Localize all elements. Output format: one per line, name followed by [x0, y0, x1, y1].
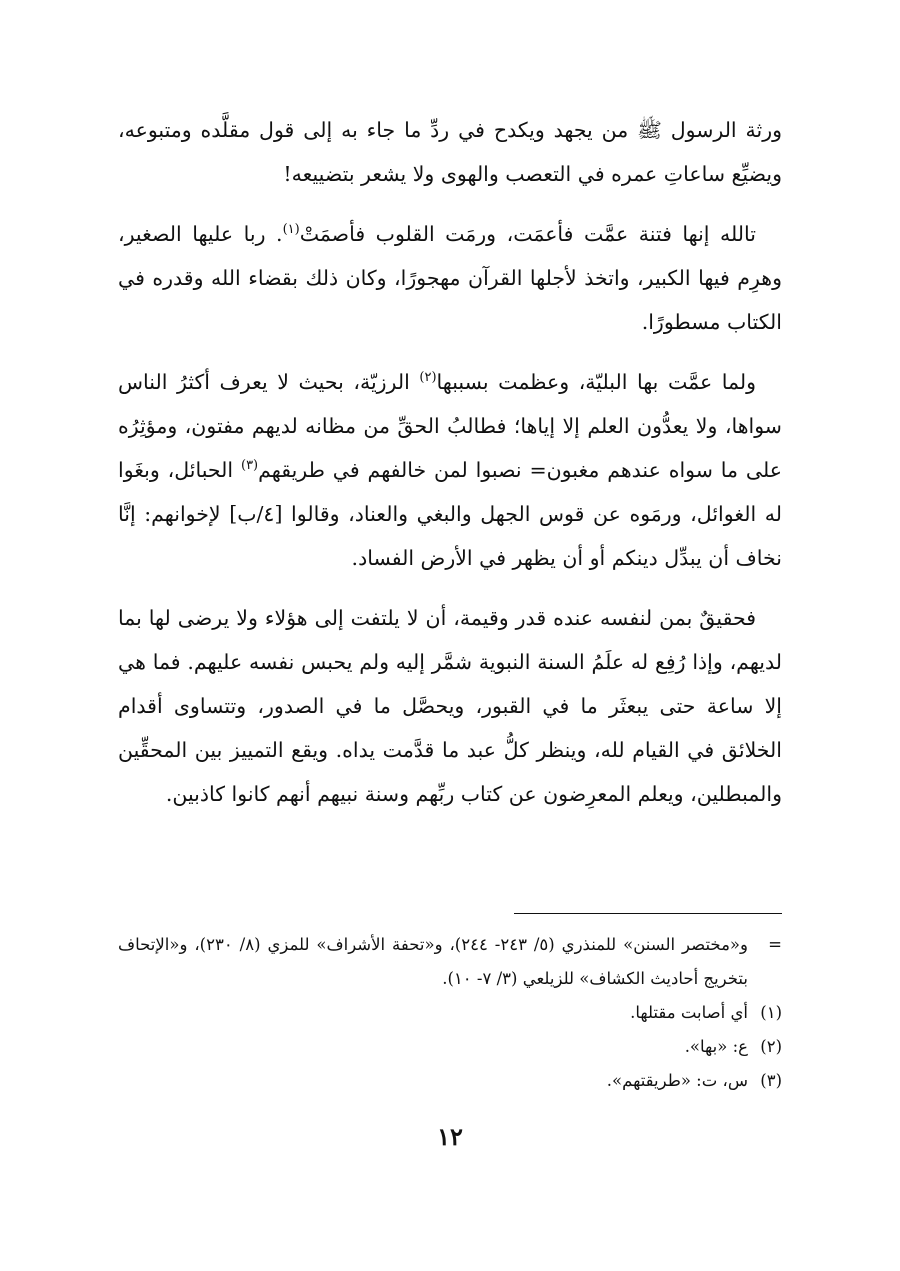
footnote-marker: = [768, 935, 782, 954]
footnote-marker: (١) [760, 1003, 782, 1022]
footnote-marker: (٢) [760, 1037, 782, 1056]
footnote-text: س، ت: «طريقتهم». [606, 1071, 748, 1090]
paragraph [118, 596, 782, 816]
footnote-text: ع: «بها». [684, 1037, 748, 1056]
paragraph [118, 360, 782, 580]
footnote [118, 1030, 782, 1064]
page-body [118, 108, 782, 832]
paragraph [118, 212, 782, 344]
footnote [118, 1064, 782, 1098]
paragraph [118, 108, 782, 196]
footnote-reference: (٢) [419, 370, 437, 386]
page-number: ١٢ [437, 1122, 463, 1151]
text-segment: ورثة الرسول ﷺ من يجهد ويكدح في ردِّ ما جاء به إلى قول مقلَّده ومتبوعه، ويضيِّع ساعاتِ عمره في التعصب والهوى ولا يشعر بتضييعه! [118, 118, 782, 186]
footnote-reference: (١) [282, 222, 300, 238]
text-segment: الحبائل، وبغَوا له الغوائل، ورمَوه عن قوس الجهل والبغي والعناد، وقالوا [٤/ب] لإخوانهم: إنَّا نخاف أن يبدِّل دينكم أو أن يظهر في الأرض الفساد. [118, 458, 782, 570]
text-segment: تالله إنها فتنة عمَّت فأعمَت، ورمَت القلوب فأصمَتْ [299, 222, 756, 246]
footnotes [118, 928, 782, 1098]
text-segment: فحقيقٌ بمن لنفسه عنده قدر وقيمة، أن لا يلتفت إلى هؤلاء ولا يرضى لها بما لديهم، وإذا رُفِع له علَمُ السنة النبوية شمَّر إليه ولم يحبس نفسه عليهم. فما هي إلا ساعة حتى يبعثَر ما في القبور، ويحصَّل ما في الصدور، وتتساوى أقدام الخلائق في القيام لله، وينظر كلُّ عبد ما قدَّمت يداه. ويقع التمييز بين المحقِّين والمبطلين، ويعلم المعرِضون عن كتاب ربِّهم وسنة نبيهم أنهم كانوا كاذبين. [118, 606, 782, 806]
footnote-marker: (٣) [760, 1071, 782, 1090]
text-segment: . ربا عليها الصغير، وهرِم فيها الكبير، واتخذ لأجلها القرآن مهجورًا، وكان ذلك بقضاء الله وقدره في الكتاب مسطورًا. [118, 222, 782, 334]
main-text [118, 108, 782, 816]
footnote-reference: (٣) [240, 458, 259, 474]
footnote-text: أي أصابت مقتلها. [630, 1003, 748, 1022]
text-segment: الرزيّة، بحيث لا يعرف أكثرُ الناس سواها، ولا يعدُّون العلم إلا إياها؛ فطالبُ الحقِّ من مظانه لديهم مفتون، ومؤثِرُه على ما سواه عندهم مغبون= نصبوا لمن خالفهم في طريقهم [118, 370, 782, 482]
footnote-separator [514, 913, 782, 914]
footnote [118, 996, 782, 1030]
footnote-text: و«مختصر السنن» للمنذري (٥/ ٢٤٣- ٢٤٤)، و«تحفة الأشراف» للمزي (٨/ ٢٣٠)، و«الإتحاف بتخريج أحاديث الكشاف» للزيلعي (٣/ ٧- ١٠). [118, 935, 748, 988]
footnote [118, 928, 782, 996]
text-segment: ولما عمَّت بها البليّة، وعظمت بسببها [436, 370, 756, 394]
